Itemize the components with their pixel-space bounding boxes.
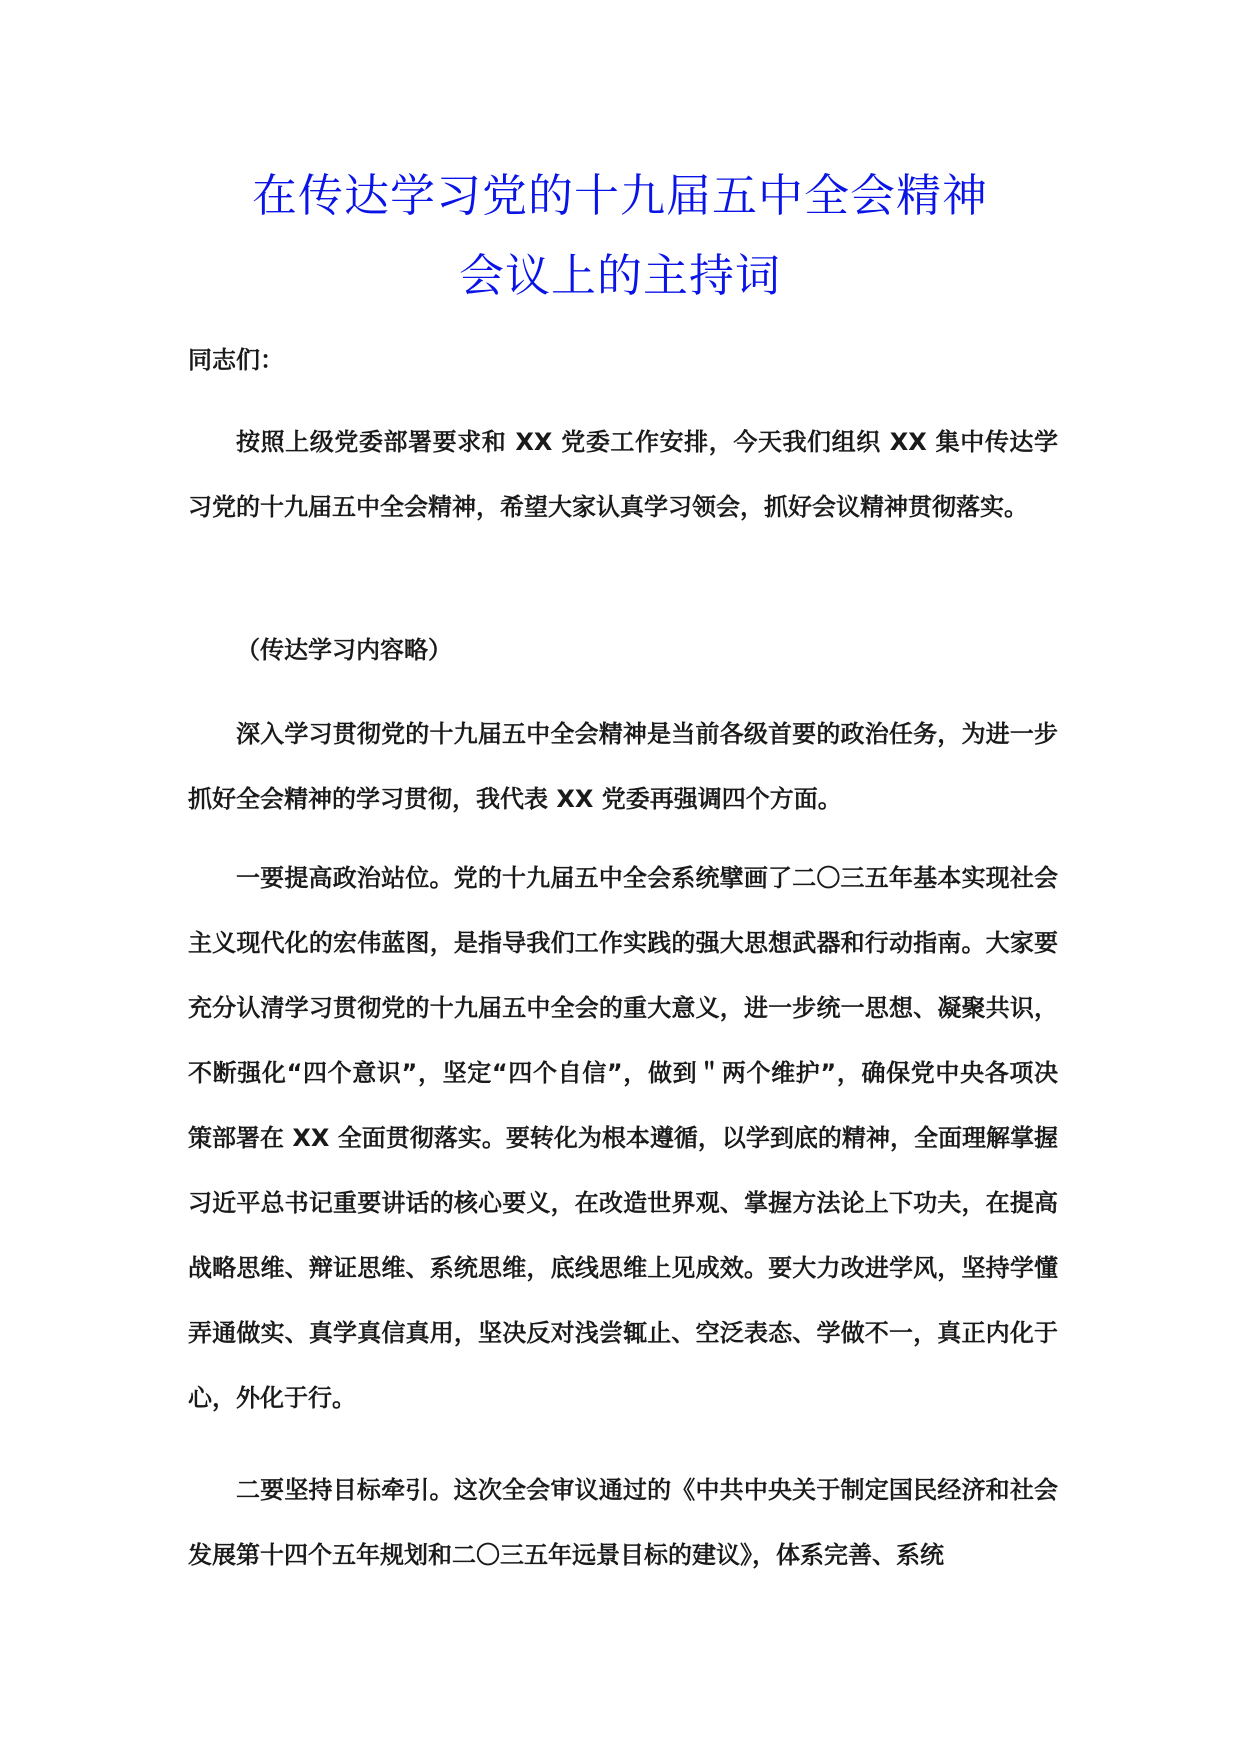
salutation: 同志们： [188,346,284,374]
paragraph-emphasis-intro: 深入学习贯彻党的十九届五中全会精神是当前各级首要的政治任务，为进一步抓好全会精神的学习贯彻，我代表 XX 党委再强调四个方面。 [188,720,1058,813]
document-title-line1: 在传达学习党的十九届五中全会精神 [251,169,988,222]
document-title-line2: 会议上的主持词 [458,249,781,302]
paragraph-point-two: 二要坚持目标牵引。这次全会审议通过的《中共中央关于制定国民经济和社会发展第十四个五年规划和二〇三五年远景目标的建议》，体系完善、系统 [188,1476,1058,1569]
paragraph-content-note: （传达学习内容略） [236,636,452,664]
paragraph-arrangement: 按照上级党委部署要求和 XX 党委工作安排，今天我们组织 XX 集中传达学习党的十九届五中全会精神，希望大家认真学习领会，抓好会议精神贯彻落实。 [188,428,1058,521]
paragraph-point-one: 一要提高政治站位。党的十九届五中全会系统擘画了二〇三五年基本实现社会主义现代化的宏伟蓝图，是指导我们工作实践的强大思想武器和行动指南。大家要充分认清学习贯彻党的十九届五中全会的重大意义，进一步统一思想、凝聚共识，不断强化“四个意识”，坚定“四个自信”，做到＂两个维护”，确保党中央各项决策部署在 XX 全面贯彻落实。要转化为根本遵循，以学到底的精神，全面理解掌握习近平总书记重要讲话的核心要义，在改造世界观、掌握方法论上下功夫，在提高战略思维、辩证思维、系统思维，底线思维上见成效。要大力改进学风，坚持学懂弄通做实、真学真信真用，坚决反对浅尝辄止、空泛表态、学做不一，真正内化于心，外化于行。 [188,864,1058,1412]
